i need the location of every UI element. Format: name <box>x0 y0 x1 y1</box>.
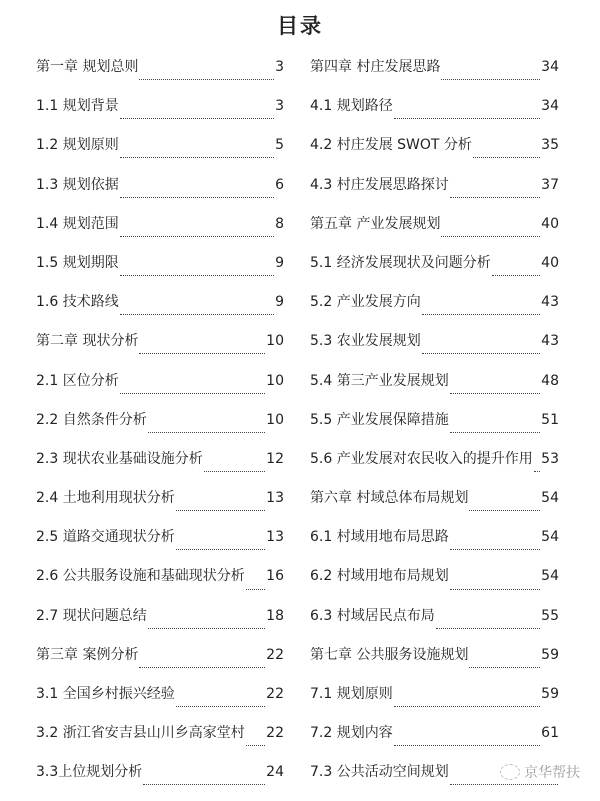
toc-entry-label: 4.3 村庄发展思路探讨 <box>310 176 449 193</box>
toc-entry-page: 37 <box>541 176 559 193</box>
toc-entry-label: 5.2 产业发展方向 <box>310 294 421 311</box>
toc-leader-dots <box>246 589 265 590</box>
toc-entry-label: 1.2 规划原则 <box>36 137 119 154</box>
toc-entry-page: 10 <box>266 411 284 428</box>
toc-entry-page: 24 <box>266 764 284 781</box>
toc-entry-page: 13 <box>266 490 284 507</box>
toc-entry[interactable] <box>310 213 559 252</box>
toc-entry[interactable] <box>310 291 559 330</box>
toc-entry[interactable] <box>36 448 284 487</box>
toc-entry[interactable] <box>310 487 559 526</box>
toc-entry-label: 第六章 村域总体布局规划 <box>310 490 469 507</box>
toc-entry-label: 3.2 浙江省安吉县山川乡高家堂村 <box>36 725 245 742</box>
toc-entry-page: 34 <box>541 98 559 115</box>
toc-leader-dots <box>120 275 274 276</box>
toc-entry-page: 12 <box>266 450 284 467</box>
toc-leader-dots <box>441 79 540 80</box>
toc-entry-label: 2.7 现状问题总结 <box>36 607 147 624</box>
toc-entry-page: 54 <box>541 529 559 546</box>
toc-entry[interactable] <box>310 370 559 409</box>
toc-leader-dots <box>450 784 558 785</box>
toc-entry-label: 5.5 产业发展保障措施 <box>310 411 449 428</box>
toc-leader-dots <box>120 118 274 119</box>
toc-entry[interactable] <box>36 722 284 761</box>
toc-entry-page: 53 <box>541 450 559 467</box>
toc-entry-page: 54 <box>541 568 559 585</box>
toc-entry-page: 43 <box>541 333 559 350</box>
toc-entry-label: 2.3 现状农业基础设施分析 <box>36 450 203 467</box>
toc-entry-label: 5.1 经济发展现状及问题分析 <box>310 254 491 271</box>
toc-leader-dots <box>436 628 540 629</box>
toc-entry[interactable] <box>36 761 284 800</box>
toc-entry[interactable] <box>36 370 284 409</box>
toc-leader-dots <box>450 589 540 590</box>
toc-entry-page: 10 <box>266 372 284 389</box>
toc-entry-label: 7.3 公共活动空间规划 <box>310 764 449 781</box>
toc-entry-label: 2.1 区位分析 <box>36 372 119 389</box>
toc-entry[interactable] <box>36 487 284 526</box>
toc-entry-page: 16 <box>266 568 284 585</box>
toc-entry-page: 61 <box>541 725 559 742</box>
toc-entry-page: 34 <box>541 59 559 75</box>
toc-leader-dots <box>120 197 274 198</box>
toc-title: 目录 <box>277 14 323 38</box>
toc-entry-page: 5 <box>275 137 284 154</box>
watermark-text: 京华帮扶 <box>524 765 580 781</box>
toc-leader-dots <box>469 667 540 668</box>
toc-right-column <box>310 56 559 801</box>
toc-entry[interactable] <box>310 605 559 644</box>
toc-entry[interactable] <box>36 252 284 291</box>
toc-entry-label: 4.2 村庄发展 SWOT 分析 <box>310 137 472 154</box>
toc-entry[interactable] <box>310 174 559 213</box>
toc-leader-dots <box>422 314 540 315</box>
toc-leader-dots <box>450 393 540 394</box>
toc-entry-page: 9 <box>275 294 284 311</box>
toc-entry-page: 40 <box>541 215 559 232</box>
toc-entry-label: 3.1 全国乡村振兴经验 <box>36 686 175 702</box>
toc-entry-page: 13 <box>266 529 284 546</box>
toc-entry-label: 7.2 规划内容 <box>310 725 393 742</box>
toc-leader-dots <box>450 197 540 198</box>
toc-entry[interactable] <box>36 605 284 644</box>
toc-entry[interactable] <box>310 683 559 722</box>
toc-entry-label: 7.1 规划原则 <box>310 686 393 702</box>
toc-entry-label: 5.6 产业发展对农民收入的提升作用 <box>310 450 533 467</box>
toc-entry-label: 2.6 公共服务设施和基础现状分析 <box>36 568 245 585</box>
toc-leader-dots <box>120 157 274 158</box>
toc-entry[interactable] <box>36 409 284 448</box>
toc-entry[interactable] <box>310 526 559 565</box>
toc-entry-page: 3 <box>275 59 284 75</box>
toc-entry-label: 6.1 村域用地布局思路 <box>310 529 449 546</box>
toc-entry[interactable] <box>310 134 559 173</box>
toc-entry[interactable] <box>36 134 284 173</box>
toc-entry-page: 22 <box>266 686 284 702</box>
toc-leader-dots <box>139 79 274 80</box>
toc-entry-label: 2.2 自然条件分析 <box>36 411 147 428</box>
toc-leader-dots <box>148 432 265 433</box>
toc-entry-label: 1.1 规划背景 <box>36 98 119 115</box>
toc-entry-label: 1.4 规划范围 <box>36 215 119 232</box>
toc-entry-page: 3 <box>275 98 284 115</box>
toc-entry[interactable] <box>36 291 284 330</box>
toc-entry[interactable] <box>36 95 284 134</box>
toc-entry[interactable] <box>36 683 284 722</box>
toc-entry[interactable] <box>36 56 284 95</box>
toc-entry-label: 第一章 规划总则 <box>36 59 139 75</box>
toc-entry[interactable] <box>36 174 284 213</box>
toc-entry[interactable] <box>310 330 559 369</box>
toc-entry-page: 10 <box>266 333 284 350</box>
watermark <box>500 762 580 782</box>
toc-entry[interactable] <box>310 448 559 487</box>
toc-entry-label: 1.6 技术路线 <box>36 294 119 311</box>
toc-entry-label: 2.5 道路交通现状分析 <box>36 529 175 546</box>
toc-entry-page: 22 <box>266 646 284 663</box>
toc-leader-dots <box>120 314 274 315</box>
toc-leader-dots <box>143 784 265 785</box>
toc-entry-page: 8 <box>275 215 284 232</box>
toc-entry-label: 2.4 土地利用现状分析 <box>36 490 175 507</box>
toc-entry[interactable] <box>36 644 284 683</box>
toc-entry-label: 4.1 规划路径 <box>310 98 393 115</box>
toc-left-column <box>36 56 284 801</box>
toc-entry-label: 5.3 农业发展规划 <box>310 333 421 350</box>
toc-entry-label: 第四章 村庄发展思路 <box>310 59 441 75</box>
toc-entry-label: 1.3 规划依据 <box>36 176 119 193</box>
toc-entry-page: 48 <box>541 372 559 389</box>
toc-leader-dots <box>450 432 540 433</box>
toc-leader-dots <box>394 118 540 119</box>
toc-entry[interactable] <box>36 565 284 604</box>
toc-entry[interactable] <box>310 565 559 604</box>
toc-leader-dots <box>139 667 265 668</box>
toc-leader-dots <box>492 275 540 276</box>
toc-leader-dots <box>394 745 540 746</box>
toc-entry-page: 54 <box>541 490 559 507</box>
toc-leader-dots <box>441 236 540 237</box>
toc-leader-dots <box>204 471 265 472</box>
toc-leader-dots <box>148 628 265 629</box>
toc-entry-label: 1.5 规划期限 <box>36 254 119 271</box>
toc-leader-dots <box>176 706 265 707</box>
toc-entry[interactable] <box>310 56 559 95</box>
toc-entry[interactable] <box>36 526 284 565</box>
toc-entry-page: 18 <box>266 607 284 624</box>
toc-entry-page: 40 <box>541 254 559 271</box>
toc-leader-dots <box>394 706 540 707</box>
toc-leader-dots <box>246 745 265 746</box>
toc-entry-label: 6.3 村域居民点布局 <box>310 607 435 624</box>
toc-entry-page: 35 <box>541 137 559 154</box>
toc-entry[interactable] <box>310 252 559 291</box>
toc-entry[interactable] <box>36 213 284 252</box>
toc-entry-label: 3.3上位规划分析 <box>36 764 143 781</box>
toc-entry-label: 第三章 案例分析 <box>36 646 139 663</box>
toc-leader-dots <box>139 353 265 354</box>
toc-entry-page: 59 <box>541 686 559 702</box>
toc-entry-label: 6.2 村域用地布局规划 <box>310 568 449 585</box>
toc-entry-page: 22 <box>266 725 284 742</box>
toc-entry[interactable] <box>310 95 559 134</box>
toc-leader-dots <box>473 157 540 158</box>
toc-entry-label: 第二章 现状分析 <box>36 333 139 350</box>
toc-entry[interactable] <box>310 409 559 448</box>
toc-leader-dots <box>469 510 540 511</box>
toc-leader-dots <box>120 236 274 237</box>
toc-entry[interactable] <box>310 722 559 761</box>
toc-entry-page: 6 <box>275 176 284 193</box>
toc-entry-page: 55 <box>541 607 559 624</box>
wechat-icon <box>500 764 520 780</box>
toc-entry-label: 5.4 第三产业发展规划 <box>310 372 449 389</box>
toc-entry-label: 第五章 产业发展规划 <box>310 215 441 232</box>
toc-leader-dots <box>422 353 540 354</box>
toc-entry-page: 51 <box>541 411 559 428</box>
toc-leader-dots <box>176 510 265 511</box>
toc-entry-page: 43 <box>541 294 559 311</box>
toc-leader-dots <box>176 549 265 550</box>
toc-leader-dots <box>120 393 265 394</box>
toc-leader-dots <box>534 471 540 472</box>
toc-leader-dots <box>450 549 540 550</box>
toc-entry-page: 59 <box>541 646 559 663</box>
toc-entry-page: 9 <box>275 254 284 271</box>
toc-entry[interactable] <box>310 644 559 683</box>
toc-entry[interactable] <box>36 330 284 369</box>
toc-entry-label: 第七章 公共服务设施规划 <box>310 646 469 663</box>
